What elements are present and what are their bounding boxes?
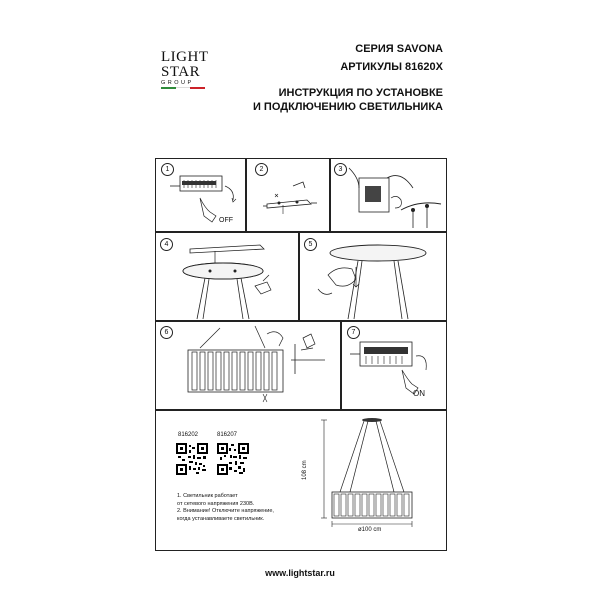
step-number-6: 6 [160, 326, 173, 339]
note-line-2: от сетевого напряжения 230В. [177, 500, 255, 507]
note-line-3: 2. Внимание! Отключите напряжение, [177, 508, 274, 514]
step5-illustration [298, 231, 445, 320]
note-line-1: 1. Светильник работает [177, 493, 238, 499]
on-label: ON [413, 389, 425, 398]
logo-line-group: GROUP [161, 80, 194, 86]
step7-illustration [340, 320, 445, 409]
instruction-title-line1: ИНСТРУКЦИЯ ПО УСТАНОВКЕ [278, 87, 443, 99]
height-dimension-label: 108 cm [302, 460, 308, 480]
notes-block [177, 493, 317, 523]
step3-illustration [329, 158, 445, 231]
note-line-4: когда устанавливаете светильник. [177, 515, 265, 522]
qr-code-label-1: 816202 [178, 432, 199, 438]
series-title: СЕРИЯ SAVONA [355, 43, 443, 55]
step-number-2: 2 [255, 163, 268, 176]
chandelier-dimension-drawing [300, 412, 440, 542]
qr-code-label-2: 816207 [217, 432, 238, 438]
qr-code-816202[interactable] [176, 443, 208, 475]
step-number-7: 7 [347, 326, 360, 339]
logo-line-light: LIGHT [161, 49, 209, 65]
step6-illustration [155, 320, 340, 409]
logo-flag [161, 87, 205, 90]
website-link[interactable]: www.lightstar.ru [265, 568, 335, 578]
articles-title: АРТИКУЛЫ 81620X [340, 61, 443, 73]
diameter-dimension-label: ø100 cm [358, 527, 382, 533]
instruction-title-line2: И ПОДКЛЮЧЕНИЮ СВЕТИЛЬНИКА [252, 101, 443, 113]
step4-illustration [155, 231, 298, 320]
logo-line-star: STAR [161, 64, 201, 80]
step2-illustration [245, 158, 329, 231]
step-number-1: 1 [161, 163, 174, 176]
step-number-5: 5 [304, 238, 317, 251]
step-number-4: 4 [160, 238, 173, 251]
qr-code-816207[interactable] [217, 443, 249, 475]
brand-logo [161, 50, 211, 90]
step-number-3: 3 [334, 163, 347, 176]
off-label: OFF [219, 217, 233, 224]
